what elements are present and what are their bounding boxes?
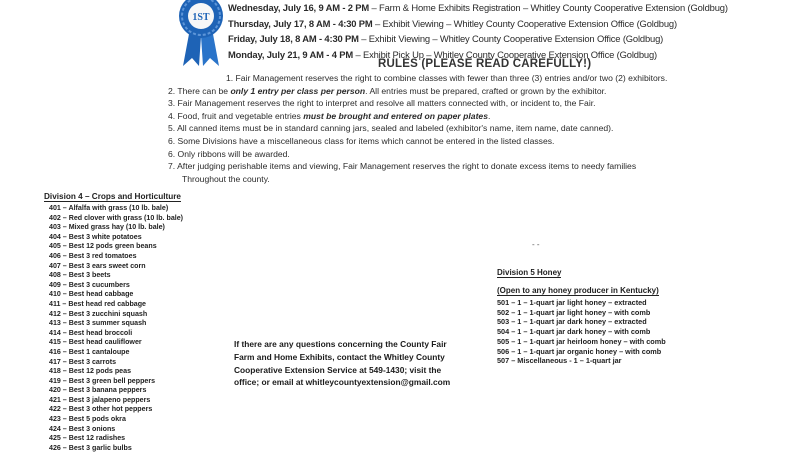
rule-item: Throughout the county.: [182, 173, 270, 184]
class-entry: 406 – Best 3 red tomatoes: [49, 251, 137, 260]
rule-item: 4. Food, fruit and vegetable entries must be brought and entered on paper plates.: [168, 110, 491, 121]
division-5-honey: [497, 262, 717, 366]
class-entry: 403 – Mixed grass hay (10 lb. bale): [49, 223, 165, 232]
class-entry: 506 – 1 – 1-quart jar organic honey – with comb: [497, 346, 662, 356]
class-entry: 426 – Best 3 garlic bulbs: [49, 443, 132, 452]
class-entry: 424 – Best 3 onions: [49, 424, 116, 433]
class-entry: 505 – 1 – 1-quart jar heirloom honey – with comb: [497, 336, 666, 346]
division-4-crops: [44, 186, 244, 453]
class-entry: 415 – Best head cauliflower: [49, 338, 142, 347]
class-entry: 414 – Best head broccoli: [49, 328, 133, 337]
ribbon-tails: [183, 34, 219, 66]
ribbon-label: 1ST: [192, 12, 210, 23]
class-entry: 408 – Best 3 beets: [49, 271, 111, 280]
class-entry: 419 – Best 3 green bell peppers: [49, 376, 156, 385]
class-entry: 412 – Best 3 zucchini squash: [49, 309, 148, 318]
class-entry: 401 – Alfalfa with grass (10 lb. bale): [49, 204, 169, 212]
class-entry: 507 – Miscellaneous - 1 – 1-quart jar: [497, 356, 622, 366]
class-entry: 502 – 1 – 1-quart jar light honey – with comb: [497, 307, 651, 317]
schedule-line: Wednesday, July 16, 9 AM - 2 PM – Farm & Home Exhibits Registration – Whitley County Cooperative Extension (Goldbug): [228, 2, 728, 13]
division-5-items: [497, 298, 717, 366]
contact-info: If there are any questions concerning the County Fair Farm and Home Exhibits, contact the Whitley County Cooperative Extension Service at 549-1430; visit the office; or email at whitleycountyextension@gmail.com: [234, 339, 451, 388]
class-entry: 418 – Best 12 pods peas: [49, 367, 132, 376]
rule-item: 2. There can be only 1 entry per class per person. All entries must be prepared, crafted or grown by the exhibitor.: [168, 85, 607, 96]
class-entry: 402 – Red clover with grass (10 lb. bale): [49, 213, 184, 222]
rules-heading: RULES (PLEASE READ CAREFULLY!): [378, 58, 592, 70]
class-entry: 410 – Best head cabbage: [49, 290, 134, 299]
rule-item: 1. Fair Management reserves the right to combine classes with fewer than three (3) entries and/or two (2) exhibitors.: [226, 73, 668, 83]
class-entry: 407 – Best 3 ears sweet corn: [49, 261, 146, 270]
schedule-line: Thursday, July 17, 8 AM - 4:30 PM – Exhibit Viewing – Whitley County Cooperative Extension Office (Goldbug): [228, 17, 677, 29]
class-entry: 409 – Best 3 cucumbers: [49, 280, 130, 289]
exhibit-schedule: [228, 0, 788, 62]
class-entry: 501 – 1 – 1-quart jar light honey – extracted: [497, 298, 647, 307]
schedule-line: Friday, July 18, 8 AM - 4:30 PM – Exhibit Viewing – Whitley County Cooperative Extension Office (Goldbug): [228, 33, 664, 44]
class-entry: 503 – 1 – 1-quart jar dark honey – extracted: [497, 317, 647, 327]
rule-item: 3. Fair Management reserves the right to interpret and resolve all matters connected with, or incident to, the Fair.: [168, 98, 596, 109]
class-entry: 404 – Best 3 white potatoes: [49, 232, 142, 241]
rule-item: 7. After judging perishable items and viewing, Fair Management reserves the right to donate excess items to needy families: [168, 161, 637, 172]
rule-item: 5. All canned items must be in standard canning jars, sealed and labeled (exhibitor's name, item name, date canned).: [168, 123, 614, 134]
class-entry: 420 – Best 3 banana peppers: [49, 386, 147, 395]
stray-marks: - -: [532, 240, 540, 249]
class-entry: 416 – Best 1 cantaloupe: [49, 347, 130, 356]
rule-item: 6. Some Divisions have a miscellaneous class for items which cannot be entered in the listed classes.: [168, 135, 555, 146]
class-entry: 411 – Best head red cabbage: [49, 299, 146, 308]
class-entry: 422 – Best 3 other hot peppers: [49, 405, 153, 414]
division-4-items: [44, 204, 244, 453]
class-entry: 504 – 1 – 1-quart jar dark honey – with comb: [497, 327, 651, 337]
class-entry: 405 – Best 12 pods green beans: [49, 242, 157, 251]
division-5-title: Division 5 Honey: [497, 268, 562, 277]
first-place-ribbon-icon: [175, 0, 227, 68]
division-5-subtitle: (Open to any honey producer in Kentucky): [497, 286, 659, 295]
division-4-title: Division 4 – Crops and Horticulture: [44, 192, 181, 201]
class-entry: 413 – Best 3 summer squash: [49, 319, 147, 328]
class-entry: 425 – Best 12 radishes: [49, 434, 126, 443]
class-entry: 421 – Best 3 jalapeno peppers: [49, 395, 151, 404]
rules-list: [168, 72, 728, 185]
rule-item: 6. Only ribbons will be awarded.: [168, 148, 290, 159]
class-entry: 423 – Best 5 pods okra: [49, 415, 126, 424]
schedule-line: Monday, July 21, 9 AM - 4 PM – Exhibit Pick Up – Whitley County Cooperative Extension Office (Goldbug): [228, 48, 657, 60]
class-entry: 417 – Best 3 carrots: [49, 357, 117, 366]
